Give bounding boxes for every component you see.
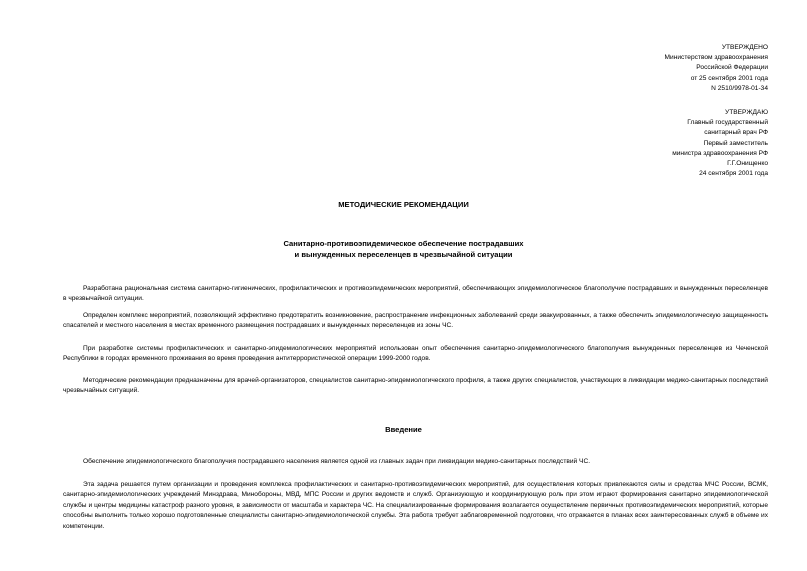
approval-block-ministry <box>665 43 768 94</box>
approval-line: 24 сентября 2001 года <box>699 170 768 178</box>
approval-line: от 25 сентября 2001 года <box>690 74 768 82</box>
paragraph-experience: При разработке системы профилактических и санитарно-эпидемиологических мероприятий использован опыт обеспечения санитарно-эпидемиологического благополучия вынужденных переселенцев из Чеченской Республики в городах временного проживания во время проведения антитеррористической операции 1999-2000 годов. <box>63 345 768 363</box>
approval-line: Российской Федерации <box>696 64 768 72</box>
approval-heading: УТВЕРЖДЕНО <box>721 44 768 51</box>
approval-line: Министерством здравоохранения <box>664 54 768 62</box>
paragraph-intro-task: Эта задача решается путем организации и проведения комплекса профилактических и санитарно-противоэпидемических мероприятий, для осуществления которых привлекаются силы и средства МЧС России, ВСМК, санитарно-эпидемиологических учреждений Минздрава, Минобороны, МВД, МПС России и других ведомств и служб. Организующую и координирующую роль при этом играют формирования санитарно эпидемиологической службы и центры медицины катастроф разного уровня, в зависимости от масштаба и характера ЧС. На специализированные формирования возлагается осуществление первичных противоэпидемических мероприятий, которые способны выполнить только хорошо подготовленные специалисты санитарно-эпидемиологической службы. Эта работа требует заблаговременной подготовки, что отражается в планах всех заинтересованных служб в объеме их компетенции. <box>63 481 768 530</box>
approval-line: Г.Г.Онищенко <box>727 160 768 168</box>
section-heading-introduction: Введение <box>385 425 422 434</box>
document-title: МЕТОДИЧЕСКИЕ РЕКОМЕНДАЦИИ <box>338 200 469 209</box>
approval-line: санитарный врач РФ <box>704 129 768 137</box>
subtitle-line-1: Санитарно-противоэпидемическое обеспечение пострадавших <box>283 239 524 248</box>
approval-line: министра здравоохранения РФ <box>672 149 768 157</box>
paragraph-system: Разработана рациональная система санитарно-гигиенических, профилактических и противоэпидемических мероприятий, обеспечивающих эпидемиологическое благополучие пострадавших и вынужденных переселенцев в чрезвычайной ситуации. <box>63 285 768 303</box>
approval-line: N 2510/9978-01-34 <box>711 84 768 92</box>
approval-line: Главный государственный <box>687 119 768 127</box>
approval-line: Первый заместитель <box>703 139 768 147</box>
paragraph-audience: Методические рекомендации предназначены для врачей-организаторов, специалистов санитарно-эпидемиологического профиля, а также других специалистов, участвующих в ликвидации медико-санитарных последствий чрезвычайных ситуаций. <box>63 377 768 395</box>
document-subtitle <box>0 238 807 260</box>
paragraph-measures: Определен комплекс мероприятий, позволяющий эффективно предотвратить возникновение, распространение инфекционных заболеваний среди эвакуированных, а также обеспечить эпидемиологическую защищенность спасателей и местного населения в местах временного размещения пострадавших и вынужденных переселенцев из зоны ЧС. <box>63 312 768 330</box>
paragraph-intro-goal: Обеспечение эпидемиологического благополучия пострадавшего населения является одной из главных задач при ликвидации медико-санитарных последствий ЧС. <box>83 458 591 465</box>
approval-block-chief-doctor <box>672 108 768 179</box>
subtitle-line-2: и вынужденных переселенцев в чрезвычайной ситуации <box>294 250 513 259</box>
approval-heading: УТВЕРЖДАЮ <box>725 109 768 116</box>
